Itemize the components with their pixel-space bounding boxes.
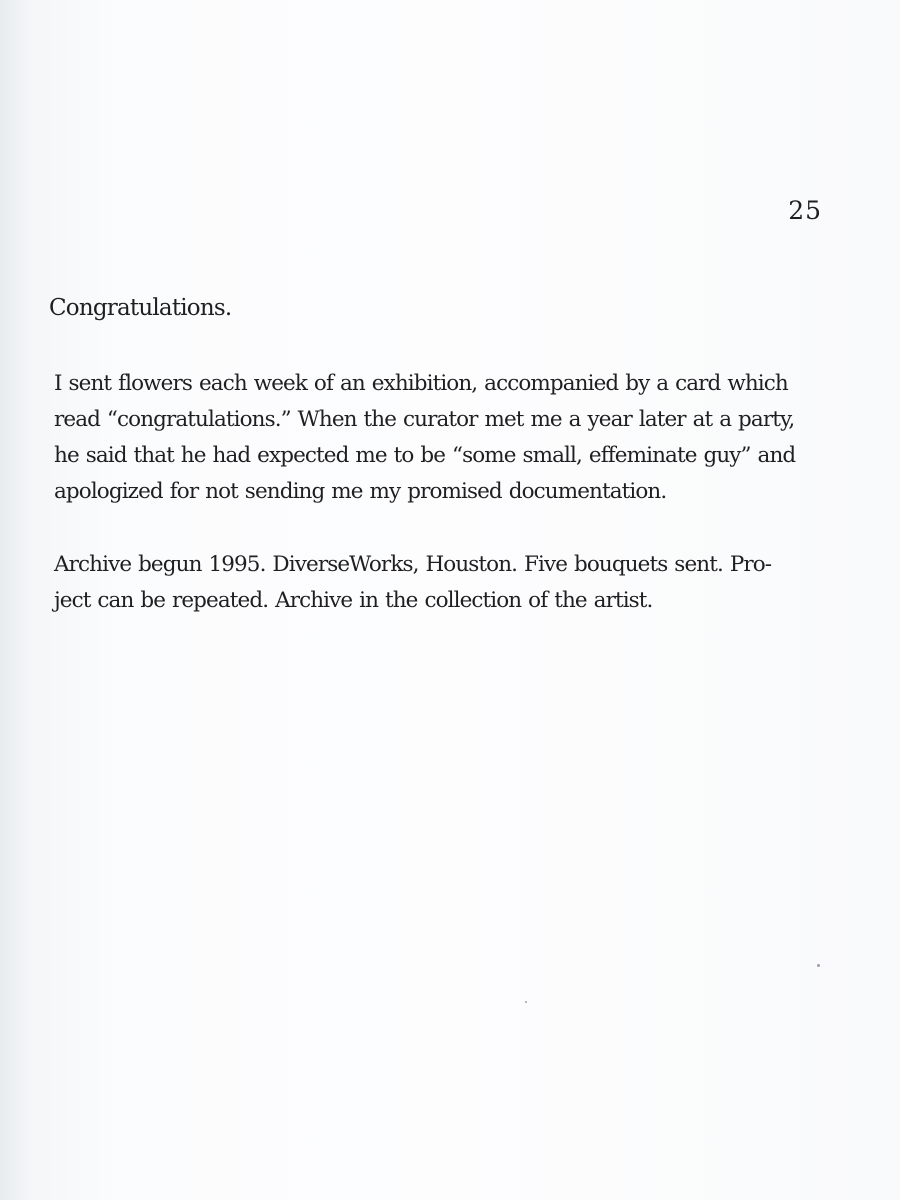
- story-line: he said that he had expected me to be “some small, effeminate guy” and: [54, 443, 796, 468]
- story-line: apologized for not sending me my promised documentation.: [54, 479, 667, 504]
- paper-speck: [817, 964, 820, 967]
- archive-info-paragraph: [54, 547, 884, 619]
- entry-title: Congratulations.: [49, 295, 232, 321]
- archive-info-line: Archive begun 1995. DiverseWorks, Houston. Five bouquets sent. Pro-: [54, 552, 772, 577]
- story-line: read “congratulations.” When the curator met me a year later at a party,: [54, 407, 795, 432]
- story-paragraph: [54, 366, 884, 510]
- archive-info-line: ject can be repeated. Archive in the collection of the artist.: [54, 588, 653, 613]
- paper-speck: [525, 1001, 527, 1003]
- story-line: I sent flowers each week of an exhibition, accompanied by a card which: [54, 371, 788, 396]
- page-number: 25: [788, 196, 822, 225]
